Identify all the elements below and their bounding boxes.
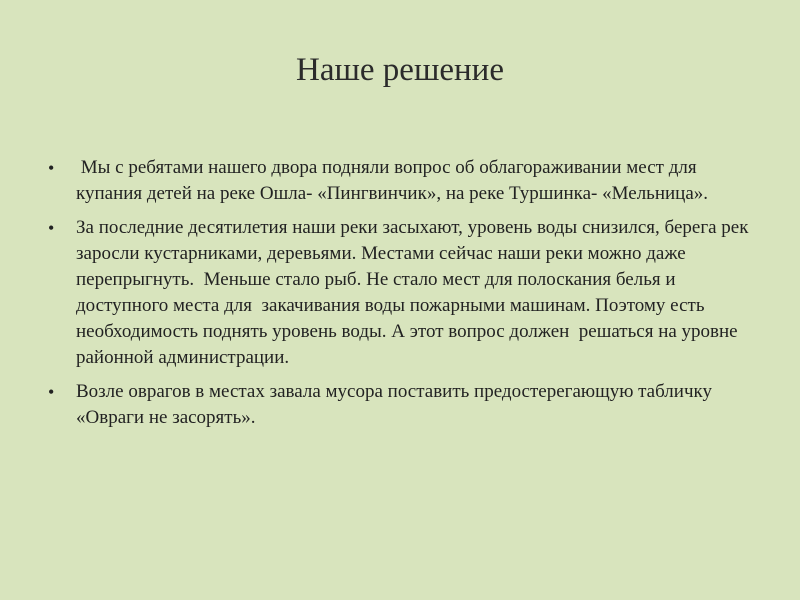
bullet-icon: • xyxy=(48,382,55,402)
list-item xyxy=(48,215,758,371)
bullet-icon: • xyxy=(48,218,55,238)
bullet-list xyxy=(48,155,758,439)
bullet-text: За последние десятилетия наши реки засыхают, уровень воды снизился, берега рек заросли кустарниками, деревьями. Местами сейчас наши реки можно даже перепрыгнуть. Меньше стало рыб. Не стало мест для полоскания белья и доступного места для закачивания воды пожарными машинам. Поэтому есть необходимость поднять уровень воды. А этот вопрос должен решаться на уровне районной администрации. xyxy=(76,217,754,368)
slide-title: Наше решение xyxy=(296,52,504,88)
bullet-text: Возле оврагов в местах завала мусора поставить предостерегающую табличку «Овраги не засорять». xyxy=(76,381,717,428)
list-item xyxy=(48,379,758,431)
bullet-text: Мы с ребятами нашего двора подняли вопрос об облагораживании мест для купания детей на реке Ошла- «Пингвинчик», на реке Туршинка- «Мельница». xyxy=(76,157,709,204)
list-item xyxy=(48,155,758,207)
bullet-icon: • xyxy=(48,158,55,178)
